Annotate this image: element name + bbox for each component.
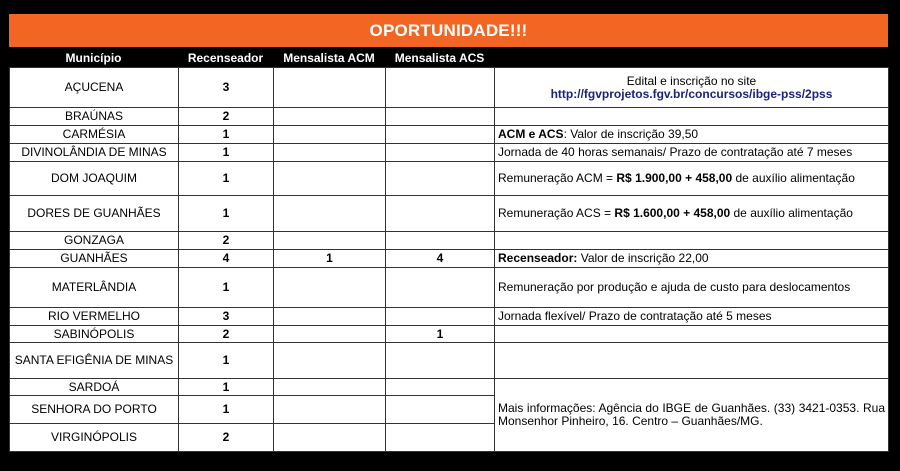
acm-cell — [274, 308, 386, 326]
acm-cell — [274, 326, 386, 343]
acs-cell — [386, 268, 495, 308]
acm-cell — [274, 396, 386, 424]
acm-acs-fee-info — [495, 126, 889, 144]
recenseador-cell: 3 — [179, 68, 274, 108]
mais-informacoes-info: Mais informações: Agência do IBGE de Guanhães. (33) 3421-0353. Rua Monsenhor Pinheiro, 16. Centro – Guanhães/MG. — [495, 379, 889, 452]
table-row — [10, 144, 889, 162]
jornada-40-info: Jornada de 40 horas semanais/ Prazo de contratação até 7 meses — [495, 144, 889, 162]
municipio-cell: DOM JOAQUIM — [10, 162, 179, 196]
recenseador-cell: 1 — [179, 379, 274, 396]
acs-cell — [386, 424, 495, 452]
rem-acs-prefix: Remuneração ACS = — [498, 206, 615, 220]
acm-cell — [274, 196, 386, 232]
rem-acm-prefix: Remuneração ACM = — [498, 171, 617, 185]
header-mensalista-acm: Mensalista ACM — [283, 51, 375, 65]
acm-cell — [274, 144, 386, 162]
recenseador-cell: 1 — [179, 162, 274, 196]
municipio-cell: RIO VERMELHO — [10, 308, 179, 326]
recenseador-cell: 3 — [179, 308, 274, 326]
municipio-cell: DIVINOLÂNDIA DE MINAS — [10, 144, 179, 162]
page-title: OPORTUNIDADE!!! — [9, 14, 888, 47]
table-row — [10, 162, 889, 196]
header-recenseador: Recenseador — [187, 51, 264, 65]
acm-cell — [274, 108, 386, 126]
acm-cell — [274, 343, 386, 379]
municipio-cell: MATERLÂNDIA — [10, 268, 179, 308]
acs-cell — [386, 68, 495, 108]
recenseador-value: Valor de inscrição 22,00 — [577, 251, 709, 265]
rem-acm-value: R$ 1.900,00 + 458,00 — [616, 171, 733, 185]
acs-cell — [386, 308, 495, 326]
rem-acs-suffix: de auxílio alimentação — [730, 206, 853, 220]
recenseador-label: Recenseador: — [498, 251, 578, 265]
acm-cell — [274, 232, 386, 250]
acs-cell — [386, 343, 495, 379]
acs-cell — [386, 126, 495, 144]
municipio-cell: DORES DE GUANHÃES — [10, 196, 179, 232]
rem-acm-suffix: de auxílio alimentação — [732, 171, 855, 185]
acm-cell — [274, 268, 386, 308]
table-row — [10, 308, 889, 326]
info-cell — [495, 232, 889, 250]
acs-cell — [386, 396, 495, 424]
table-row — [10, 268, 889, 308]
acs-cell — [386, 196, 495, 232]
recenseador-cell: 1 — [179, 144, 274, 162]
municipio-cell: SANTA EFIGÊNIA DE MINAS — [10, 343, 179, 379]
recenseador-cell: 1 — [179, 268, 274, 308]
recenseador-fee-info — [495, 250, 889, 268]
acm-cell — [274, 126, 386, 144]
municipio-cell: CARMÉSIA — [10, 126, 179, 144]
rem-acs-value: R$ 1.600,00 + 458,00 — [614, 206, 731, 220]
acs-cell — [386, 144, 495, 162]
acm-cell — [274, 162, 386, 196]
table-row — [10, 68, 889, 108]
recenseador-cell: 2 — [179, 108, 274, 126]
header-mensalista-acs: Mensalista ACS — [394, 51, 485, 65]
municipio-cell: SENHORA DO PORTO — [10, 396, 179, 424]
recenseador-cell: 1 — [179, 396, 274, 424]
acm-acs-label: ACM e ACS — [498, 127, 564, 141]
recenseador-cell: 1 — [179, 126, 274, 144]
info-cell — [495, 343, 889, 379]
edital-text: Edital e inscrição no site — [626, 73, 757, 88]
info-cell — [495, 326, 889, 343]
acs-cell — [386, 108, 495, 126]
municipio-cell: BRAÚNAS — [10, 108, 179, 126]
municipio-cell: SARDOÁ — [10, 379, 179, 396]
table-row — [10, 108, 889, 126]
remuneracao-acs-info — [495, 196, 889, 232]
acs-cell: 1 — [386, 326, 495, 343]
acs-cell — [386, 162, 495, 196]
acm-acs-value: : Valor de inscrição 39,50 — [563, 127, 699, 141]
acs-cell — [386, 232, 495, 250]
recenseador-cell: 2 — [179, 232, 274, 250]
table-row — [10, 379, 889, 396]
municipio-cell: AÇUCENA — [10, 68, 179, 108]
header-municipio: Município — [65, 51, 122, 65]
table-row — [10, 126, 889, 144]
table-row — [10, 232, 889, 250]
acm-cell: 1 — [274, 250, 386, 268]
remuneracao-producao-info: Remuneração por produção e ajuda de custo para deslocamentos — [495, 268, 889, 308]
acm-cell — [274, 424, 386, 452]
table-row — [10, 196, 889, 232]
municipio-cell: VIRGINÓPOLIS — [10, 424, 179, 452]
recenseador-cell: 4 — [179, 250, 274, 268]
table-row — [10, 326, 889, 343]
acs-cell — [386, 379, 495, 396]
municipio-cell: SABINÓPOLIS — [10, 326, 179, 343]
acm-cell — [274, 379, 386, 396]
municipio-cell: GUANHÃES — [10, 250, 179, 268]
municipio-cell: GONZAGA — [10, 232, 179, 250]
table-row — [10, 250, 889, 268]
recenseador-cell: 2 — [179, 326, 274, 343]
vacancy-table — [9, 67, 889, 452]
jornada-flexivel-info: Jornada flexível/ Prazo de contratação até 5 meses — [495, 308, 889, 326]
edital-link[interactable]: http://fgvprojetos.fgv.br/concursos/ibge-pss/2pss — [550, 86, 833, 101]
info-cell — [495, 108, 889, 126]
remuneracao-acm-info — [495, 162, 889, 196]
recenseador-cell: 1 — [179, 343, 274, 379]
table-row — [10, 343, 889, 379]
recenseador-cell: 2 — [179, 424, 274, 452]
acs-cell: 4 — [386, 250, 495, 268]
recenseador-cell: 1 — [179, 196, 274, 232]
edital-info — [495, 68, 889, 108]
acm-cell — [274, 68, 386, 108]
